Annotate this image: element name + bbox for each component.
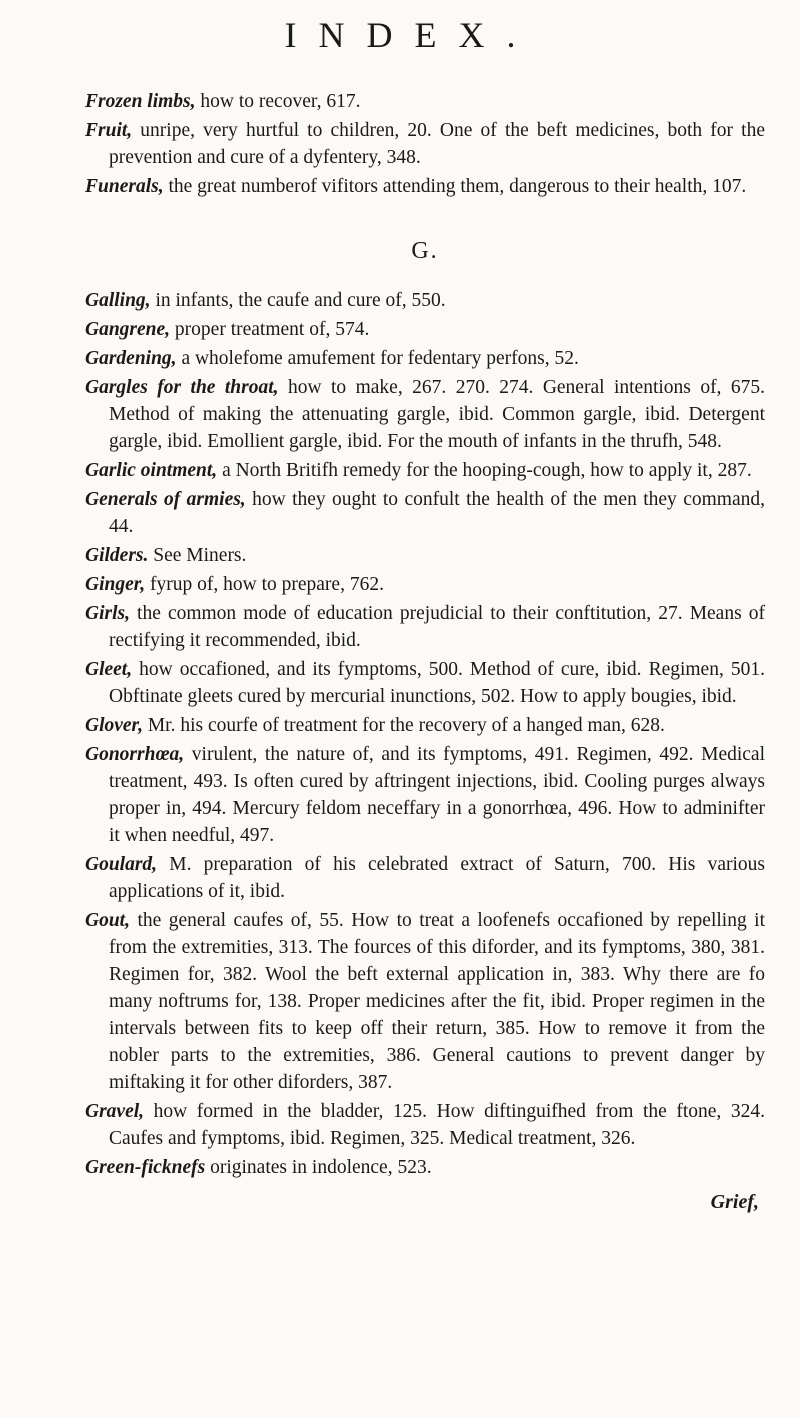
entry-heading: Garlic ointment, [85,460,218,481]
entry-text: the general caufes of, 55. How to treat a loofenefs occafioned by repelling it from the extremities, 313. The fources of this diforder, and its fymptoms, 380, 381. Regimen for, 382. Wool the beft external application in, 383. Why there are fo many noftrums for, 138. Proper medicines after the fit, ibid. Proper regimen in the intervals between fits to keep off their return, 385. How to remove it from the nobler parts to the extremities, 386. General cautions to prevent danger by miftaking it for other diforders, 387. [109,910,765,1093]
entry-heading: Girls, [85,603,130,624]
entry-text: M. preparation of his celebrated extract of Saturn, 700. His various applications of it, ibid. [109,854,765,902]
entry-text: how to recover, 617. [195,91,361,112]
index-entry [85,345,765,372]
entry-text: a North Britifh remedy for the hooping-cough, how to apply it, 287. [217,460,752,481]
index-entry [85,851,765,905]
entry-heading: Gravel, [85,1101,145,1122]
entry-heading: Funerals, [85,176,164,197]
entry-text: virulent, the nature of, and its fymptoms, 491. Regimen, 492. Medical treatment, 493. Is often cured by aftringent injections, ibid. Cooling purges always proper in, 494. Mercury feldom neceffary in a gonorrhœa, 496. How to adminifter it when needful, 497. [109,744,765,846]
entry-heading: Generals of armies, [85,489,246,510]
entry-text: how to make, 267. 270. 274. General intentions of, 675. Method of making the attenuating gargle, ibid. Common gargle, ibid. Detergent gargle, ibid. Emollient gargle, ibid. For the mouth of infants in the thrufh, 548. [109,377,765,452]
entry-heading: Gangrene, [85,319,171,340]
entry-text: the great numberof vifitors attending them, dangerous to their health, 107. [163,176,747,197]
entry-text: See Miners. [148,545,247,566]
entry-text: in infants, the caufe and cure of, 550. [150,290,446,311]
index-section-g [85,287,765,1181]
index-entry [85,712,765,739]
entry-heading: Glover, [85,715,143,736]
index-entry [85,486,765,540]
entry-heading: Gardening, [85,348,177,369]
entry-text: originates in indolence, 523. [205,1157,432,1178]
index-entry [85,741,765,849]
entry-text: fyrup of, how to prepare, 762. [145,574,384,595]
entry-text: Mr. his courfe of treatment for the recovery of a hanged man, 628. [142,715,665,736]
index-entry [85,656,765,710]
entry-heading: Gargles for the throat, [85,377,279,398]
index-entry [85,173,765,200]
index-entry [85,571,765,598]
entry-heading: Gout, [85,910,130,931]
entry-text: how occafioned, and its fymptoms, 500. Method of cure, ibid. Regimen, 501. Obftinate gleets cured by mercurial inunctions, 502. How to apply bougies, ibid. [109,659,765,707]
entry-text: proper treatment of, 574. [170,319,370,340]
running-head: INDEX. [284,15,538,55]
index-entry [85,316,765,343]
entry-heading: Fruit, [85,120,133,141]
index-entry [85,1154,765,1181]
index-column [85,88,765,1214]
index-entry [85,1098,765,1152]
entry-heading: Ginger, [85,574,146,595]
index-entry [85,907,765,1096]
entry-heading: Frozen limbs, [85,91,196,112]
entry-heading: Gonorrhœa, [85,744,185,765]
index-entry [85,457,765,484]
entry-heading: Gleet, [85,659,133,680]
section-letter-g: G. [411,238,439,264]
index-entry [85,117,765,171]
entry-text: how formed in the bladder, 125. How diftinguifhed from the ftone, 324. Caufes and fymptoms, ibid. Regimen, 325. Medical treatment, 326. [109,1101,765,1149]
entry-heading: Galling, [85,290,151,311]
entry-heading: Gilders. [85,545,149,566]
index-entry [85,374,765,455]
index-entry [85,88,765,115]
entry-heading: Green-ficknefs [85,1157,206,1178]
entry-heading: Goulard, [85,854,158,875]
entry-text: the common mode of education prejudicial to their conftitution, 27. Means of rectifying it recommended, ibid. [109,603,765,651]
index-entry [85,542,765,569]
entry-text: how they ought to confult the health of the men they command, 44. [109,489,765,537]
entry-text: unripe, very hurtful to children, 20. One of the beft medicines, both for the prevention and cure of a dyfentery, 348. [109,120,765,168]
catchword: Grief, [710,1191,759,1213]
index-entry [85,287,765,314]
entry-text: a wholefome amufement for fedentary perfons, 52. [176,348,579,369]
index-entry [85,600,765,654]
index-section-f [85,88,765,200]
